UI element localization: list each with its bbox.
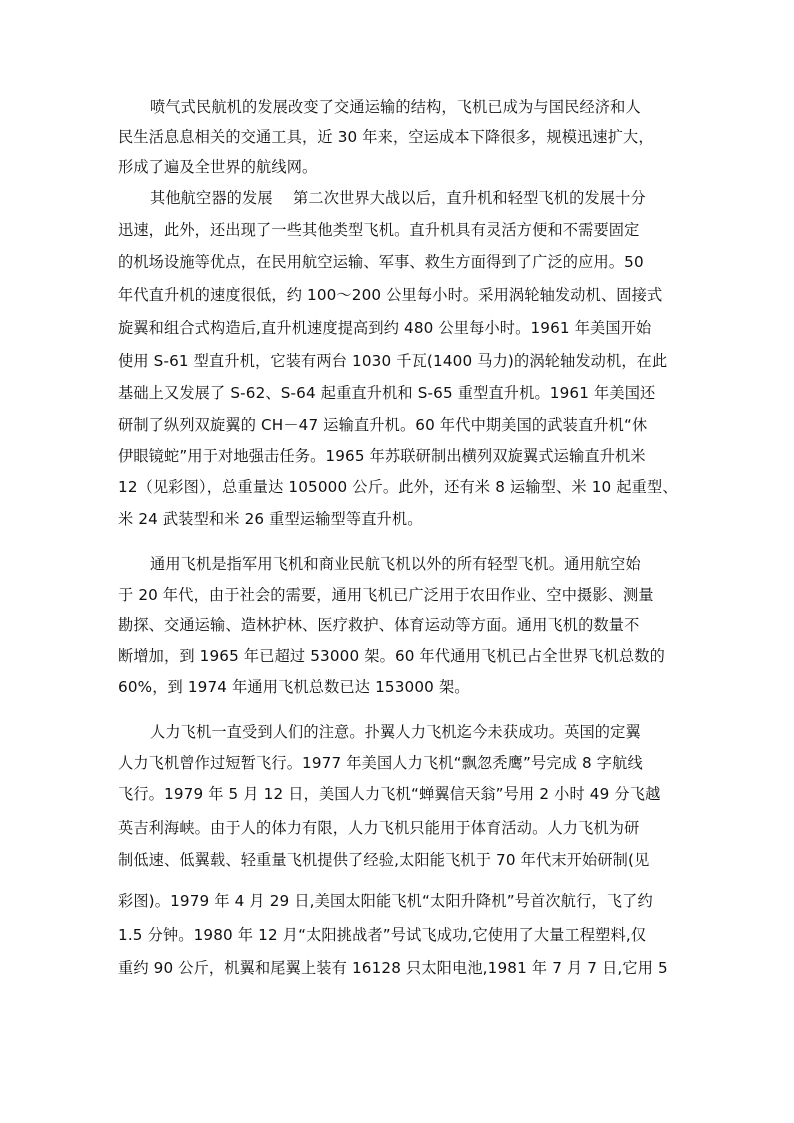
text-line: 人力飞机一直受到人们的注意。扑翼人力飞机迄今未获成功。英国的定翼: [150, 723, 641, 741]
text-line: 1.5 分钟。1980 年 12 月“太阳挑战者”号试飞成功,它使用了大量工程塑料,仅: [118, 926, 647, 944]
text-line: 使用 S-61 型直升机，它装有两台 1030 千瓦(1400 马力)的涡轮轴发动机，在此: [118, 352, 668, 370]
text-line: 喷气式民航机的发展改变了交通运输的结构，飞机已成为与国民经济和人: [150, 98, 641, 116]
text-line: 研制了纵列双旋翼的 CH－47 运输直升机。60 年代中期美国的武装直升机“休: [118, 416, 648, 434]
text-line: 重约 90 公斤，机翼和尾翼上装有 16128 只太阳电池,1981 年 7 月 7 日,它用 5: [118, 959, 668, 977]
text-line: 基础上又发展了 S-62、S-64 起重直升机和 S-65 重型直升机。1961 年美国还: [118, 384, 656, 402]
text-line: 形成了遍及全世界的航线网。: [118, 158, 318, 176]
text-line: 其他航空器的发展 第二次世界大战以后，直升机和轻型飞机的发展十分: [150, 189, 646, 207]
text-line: 旋翼和组合式构造后,直升机速度提高到约 480 公里每小时。1961 年美国开始: [118, 319, 652, 337]
text-line: 人力飞机曾作过短暂飞行。1977 年美国人力飞机“飘忽秃鹰”号完成 8 字航线: [118, 754, 643, 772]
text-line: 飞行。1979 年 5 月 12 日，美国人力飞机“蝉翼信天翁”号用 2 小时 49 分飞越: [118, 785, 661, 803]
text-line: 彩图)。1979 年 4 月 29 日,美国太阳能飞机“太阳升降机”号首次航行，飞了约: [118, 892, 653, 910]
text-line: 英吉利海峡。由于人的体力有限，人力飞机只能用于体育活动。人力飞机为研: [118, 819, 640, 837]
text-line: 民生活息息相关的交通工具，近 30 年来，空运成本下降很多，规模迅速扩大，: [118, 128, 654, 146]
text-line: 年代直升机的速度很低，约 100～200 公里每小时。采用涡轮轴发动机、固接式: [118, 286, 663, 304]
text-line: 米 24 武装型和米 26 重型运输型等直升机。: [118, 510, 423, 528]
text-line: 制低速、低翼载、轻重量飞机提供了经验,太阳能飞机于 70 年代末开始研制(见: [118, 851, 650, 869]
text-line: 通用飞机是指军用飞机和商业民航飞机以外的所有轻型飞机。通用航空始: [150, 555, 641, 573]
text-line: 勘探、交通运输、造林护林、医疗救护、体育运动等方面。通用飞机的数量不: [118, 616, 640, 634]
text-line: 伊眼镜蛇”用于对地强击任务。1965 年苏联研制出横列双旋翼式运输直升机米: [118, 447, 646, 465]
text-line: 断增加，到 1965 年已超过 53000 架。60 年代通用飞机已占全世界飞机总数的: [118, 647, 665, 665]
text-line: 的机场设施等优点，在民用航空运输、军事、救生方面得到了广泛的应用。50: [118, 253, 644, 271]
text-line: 于 20 年代，由于社会的需要，通用飞机已广泛用于农田作业、空中摄影、测量: [118, 586, 654, 604]
text-line: 60%，到 1974 年通用飞机总数已达 153000 架。: [118, 678, 470, 696]
text-line: 12（见彩图），总重量达 105000 公斤。此外，还有米 8 运输型、米 10 起重型、: [118, 478, 678, 496]
text-line: 迅速，此外，还出现了一些其他类型飞机。直升机具有灵活方便和不需要固定: [118, 221, 640, 239]
